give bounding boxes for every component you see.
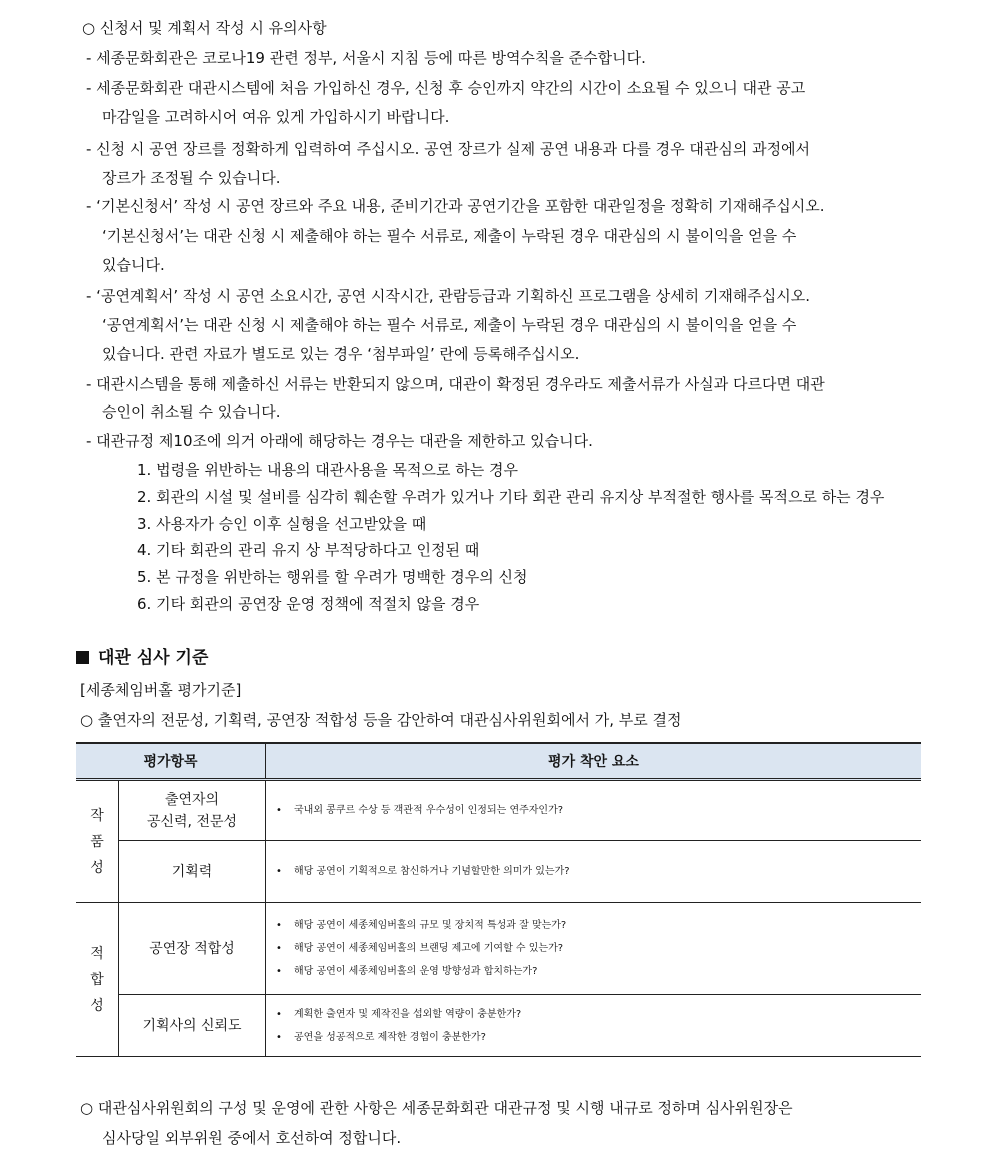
- group-char: 합: [90, 971, 104, 988]
- group-char: 성: [90, 997, 104, 1014]
- criteria-intro: ○ 출연자의 전문성, 기획력, 공연장 적합성 등을 감안하여 대관심사위원회에서 가, 부로 결정: [80, 711, 682, 729]
- item-cell: [119, 995, 266, 1057]
- criteria-cell: [266, 903, 922, 995]
- note-line: 승인이 취소될 수 있습니다.: [102, 403, 281, 421]
- criteria-cell: [266, 841, 922, 903]
- note-line: - ‘공연계획서’ 작성 시 공연 소요시간, 공연 시작시간, 관람등급과 기획하신 프로그램을 상세히 기재해주십시오.: [86, 287, 811, 305]
- restriction-item: 4. 기타 회관의 관리 유지 상 부적당하다고 인정된 때: [137, 541, 480, 559]
- item-cell: [119, 903, 266, 995]
- criteria-title-text: 대관 심사 기준: [98, 648, 209, 668]
- header-eval-criteria: 평가 착안 요소: [266, 743, 922, 780]
- criteria-line: • 해당 공연이 세종체임버홀의 운영 방향성과 합치하는가?: [276, 960, 920, 983]
- restriction-item: 6. 기타 회관의 공연장 운영 정책에 적절치 않을 경우: [137, 595, 480, 613]
- item-cell: [119, 841, 266, 903]
- criteria-subtitle: [세종체임버홀 평가기준]: [80, 681, 242, 699]
- item-cell: [119, 780, 266, 841]
- item-line: 출연자의: [164, 791, 220, 808]
- group-char: 작: [90, 807, 104, 824]
- note-line: ‘공연계획서’는 대관 신청 시 제출해야 하는 필수 서류로, 제출이 누락된 경우 대관심의 시 불이익을 얻을 수: [102, 316, 797, 334]
- bullet-icon: •: [276, 805, 282, 816]
- restriction-item: 3. 사용자가 승인 이후 실형을 선고받았을 때: [137, 515, 427, 533]
- bullet-icon: •: [276, 943, 282, 954]
- footer-line: 심사당일 외부위원 중에서 호선하여 정합니다.: [102, 1129, 402, 1147]
- note-line: - 세종문화회관은 코로나19 관련 정부, 서울시 지침 등에 따른 방역수칙을 준수합니다.: [86, 49, 646, 67]
- note-line: 마감일을 고려하시어 여유 있게 가입하시기 바랍니다.: [102, 108, 450, 126]
- footer-line: ○ 대관심사위원회의 구성 및 운영에 관한 사항은 세종문화회관 대관규정 및 시행 내규로 정하며 심사위원장은: [80, 1099, 793, 1117]
- criteria-line: • 공연을 성공적으로 제작한 경험이 충분한가?: [276, 1026, 920, 1049]
- evaluation-table: [76, 742, 921, 1057]
- criteria-line: • 계획한 출연자 및 제작진을 섭외할 역량이 충분한가?: [276, 1003, 920, 1026]
- bullet-icon: •: [276, 1031, 282, 1043]
- bullet-icon: •: [276, 1008, 282, 1020]
- restriction-item: 5. 본 규정을 위반하는 행위를 할 우려가 명백한 경우의 신청: [137, 568, 528, 586]
- criteria-section-title: [76, 645, 208, 671]
- note-line: 있습니다.: [102, 256, 165, 274]
- note-line: - 신청 시 공연 장르를 정확하게 입력하여 주십시오. 공연 장르가 실제 공연 내용과 다를 경우 대관심의 과정에서: [86, 140, 811, 158]
- note-line: 있습니다. 관련 자료가 별도로 있는 경우 ‘첨부파일’ 란에 등록해주십시오.: [102, 345, 580, 363]
- header-eval-item: 평가항목: [76, 743, 266, 780]
- item-line: 공연장 적합성: [149, 940, 235, 957]
- item-line: 공신력, 전문성: [146, 813, 238, 830]
- group-cell-suitability: [76, 903, 119, 1057]
- table-row: [76, 780, 921, 841]
- note-line: - 대관시스템을 통해 제출하신 서류는 반환되지 않으며, 대관이 확정된 경우라도 제출서류가 사실과 다르다면 대관: [86, 375, 825, 393]
- criteria-cell: [266, 995, 922, 1057]
- group-char: 적: [90, 945, 104, 962]
- notes-heading: ○ 신청서 및 계획서 작성 시 유의사항: [82, 19, 327, 37]
- bullet-icon: •: [276, 866, 282, 877]
- criteria-line: • 해당 공연이 세종체임버홀의 규모 및 장치적 특성과 잘 맞는가?: [276, 914, 920, 937]
- table-row: [76, 995, 921, 1057]
- note-line: 장르가 조정될 수 있습니다.: [102, 169, 281, 187]
- note-line: - 세종문화회관 대관시스템에 처음 가입하신 경우, 신청 후 승인까지 약간의 시간이 소요될 수 있으니 대관 공고: [86, 79, 806, 97]
- group-char: 품: [90, 833, 104, 850]
- item-line: 기획사의 신뢰도: [142, 1017, 242, 1034]
- group-cell-workquality: [76, 780, 119, 903]
- group-char: 성: [90, 859, 104, 876]
- black-square-icon: [76, 651, 89, 664]
- bullet-icon: •: [276, 920, 282, 931]
- note-line: - ‘기본신청서’ 작성 시 공연 장르와 주요 내용, 준비기간과 공연기간을 포함한 대관일정을 정확히 기재해주십시오.: [86, 197, 825, 215]
- criteria-line: • 국내외 콩쿠르 수상 등 객관적 우수성이 인정되는 연주자인가?: [276, 799, 920, 822]
- criteria-cell: [266, 780, 922, 841]
- bullet-icon: •: [276, 966, 282, 977]
- note-line: ‘기본신청서’는 대관 신청 시 제출해야 하는 필수 서류로, 제출이 누락된 경우 대관심의 시 불이익을 얻을 수: [102, 227, 797, 245]
- table-row: [76, 841, 921, 903]
- restriction-item: 1. 법령을 위반하는 내용의 대관사용을 목적으로 하는 경우: [137, 461, 518, 479]
- note-line: - 대관규정 제10조에 의거 아래에 해당하는 경우는 대관을 제한하고 있습니다.: [86, 432, 593, 450]
- restriction-item: 2. 회관의 시설 및 설비를 심각히 훼손할 우려가 있거나 기타 회관 관리 유지상 부적절한 행사를 목적으로 하는 경우: [137, 488, 885, 506]
- table-row: [76, 903, 921, 995]
- criteria-line: • 해당 공연이 기획적으로 참신하거나 기념할만한 의미가 있는가?: [276, 860, 920, 883]
- table-header-row: [76, 743, 921, 780]
- item-line: 기획력: [171, 863, 213, 880]
- criteria-line: • 해당 공연이 세종체임버홀의 브랜딩 제고에 기여할 수 있는가?: [276, 937, 920, 960]
